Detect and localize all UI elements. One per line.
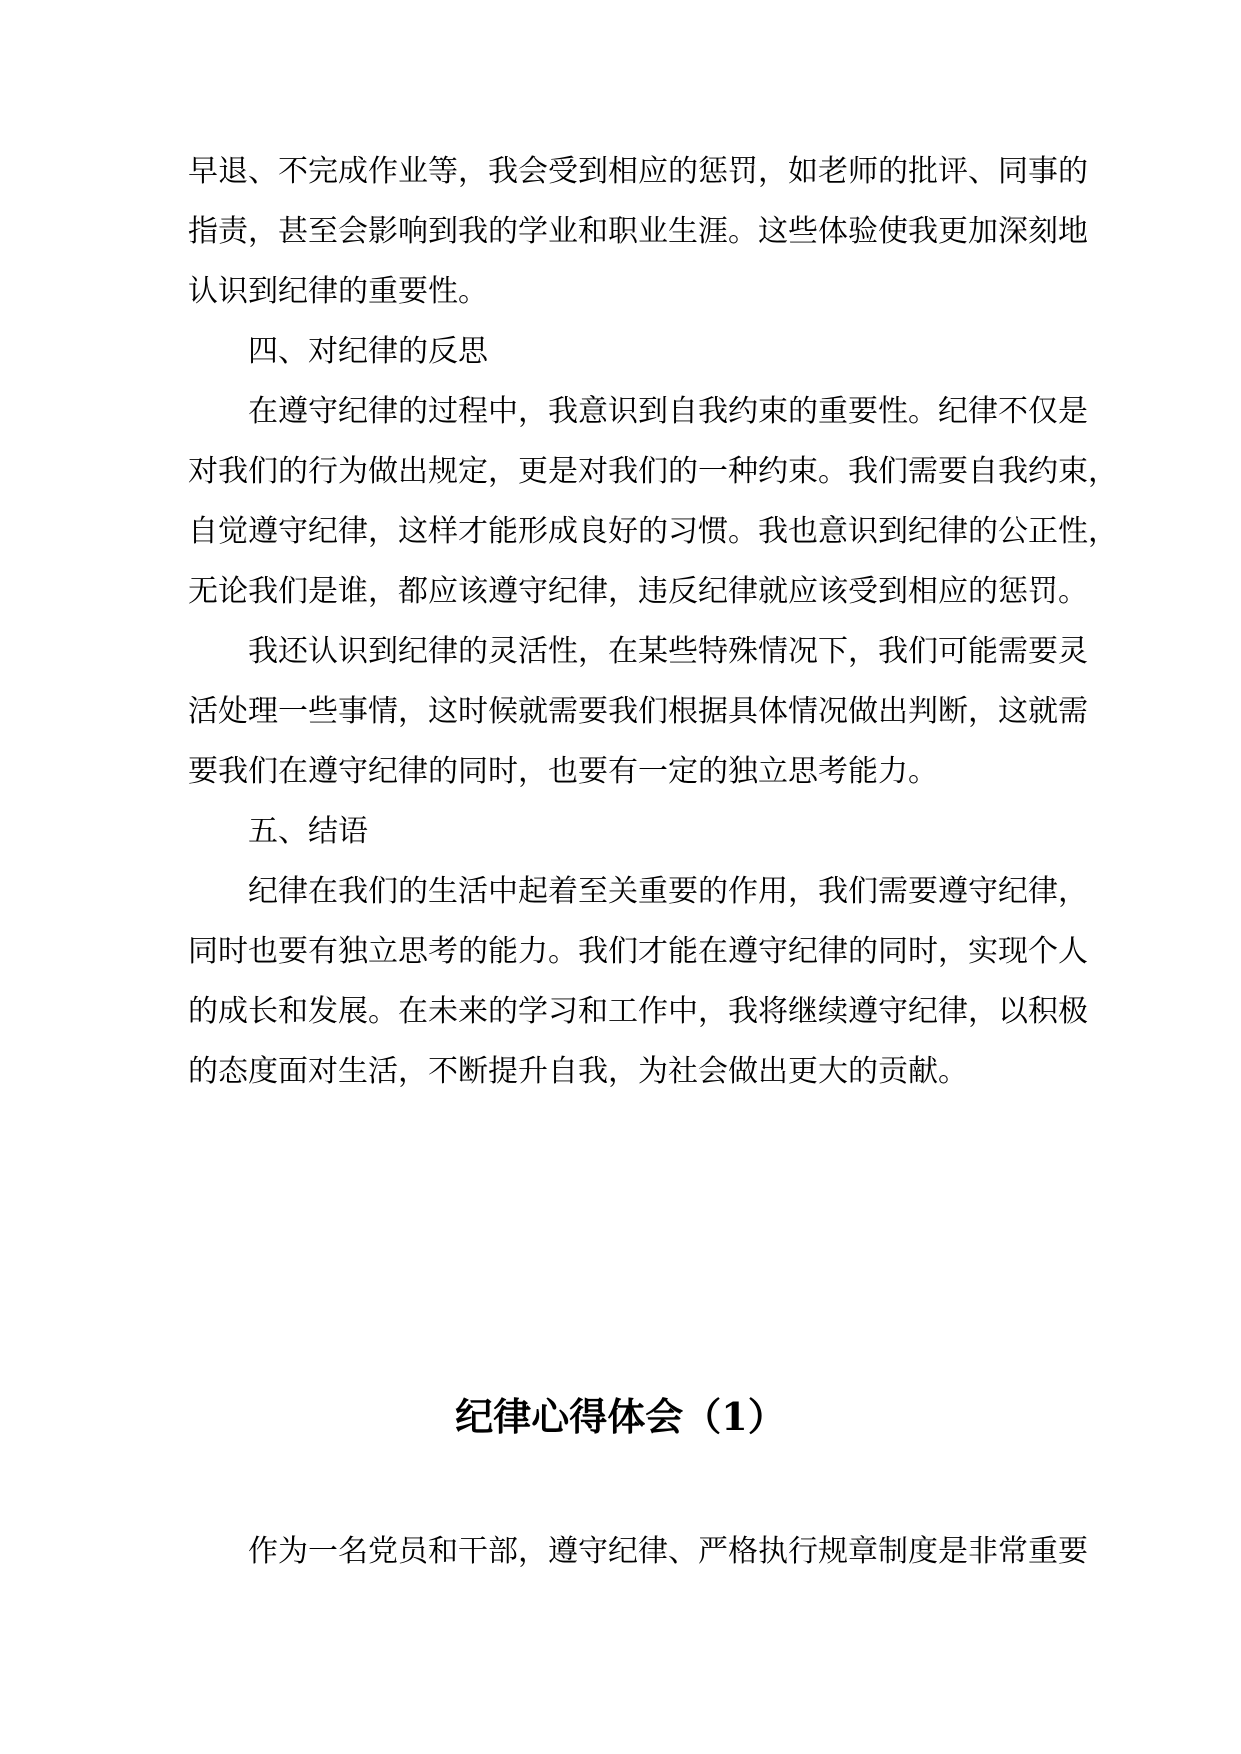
- text-line: 在遵守纪律的过程中，我意识到自我约束的重要性。纪律不仅是: [248, 394, 1088, 429]
- text-line: 活处理一些事情，这时候就需要我们根据具体情况做出判断，这就需: [188, 694, 1088, 729]
- text-line: 要我们在遵守纪律的同时，也要有一定的独立思考能力。: [188, 754, 938, 789]
- text-line: 纪律在我们的生活中起着至关重要的作用，我们需要遵守纪律，: [248, 874, 1088, 909]
- text-line: 对我们的行为做出规定，更是对我们的一种约束。我们需要自我约束，: [188, 454, 1118, 489]
- text-line: 的态度面对生活，不断提升自我，为社会做出更大的贡献。: [188, 1054, 968, 1089]
- section-heading: 五、结语: [248, 814, 368, 849]
- text-line: 早退、不完成作业等，我会受到相应的惩罚，如老师的批评、同事的: [188, 154, 1088, 189]
- text-line: 作为一名党员和干部，遵守纪律、严格执行规章制度是非常重要: [248, 1534, 1088, 1569]
- text-line: 认识到纪律的重要性。: [188, 274, 488, 309]
- text-line: 同时也要有独立思考的能力。我们才能在遵守纪律的同时，实现个人: [188, 934, 1088, 969]
- text-line: 的成长和发展。在未来的学习和工作中，我将继续遵守纪律，以积极: [188, 994, 1088, 1029]
- section-heading: 四、对纪律的反思: [248, 334, 488, 369]
- text-line: 自觉遵守纪律，这样才能形成良好的习惯。我也意识到纪律的公正性，: [188, 514, 1118, 549]
- text-line: 我还认识到纪律的灵活性，在某些特殊情况下，我们可能需要灵: [248, 634, 1088, 669]
- text-line: 无论我们是谁，都应该遵守纪律，违反纪律就应该受到相应的惩罚。: [188, 574, 1088, 609]
- text-line: 指责，甚至会影响到我的学业和职业生涯。这些体验使我更加深刻地: [188, 214, 1088, 249]
- section-title: 纪律心得体会（1）: [455, 1394, 786, 1439]
